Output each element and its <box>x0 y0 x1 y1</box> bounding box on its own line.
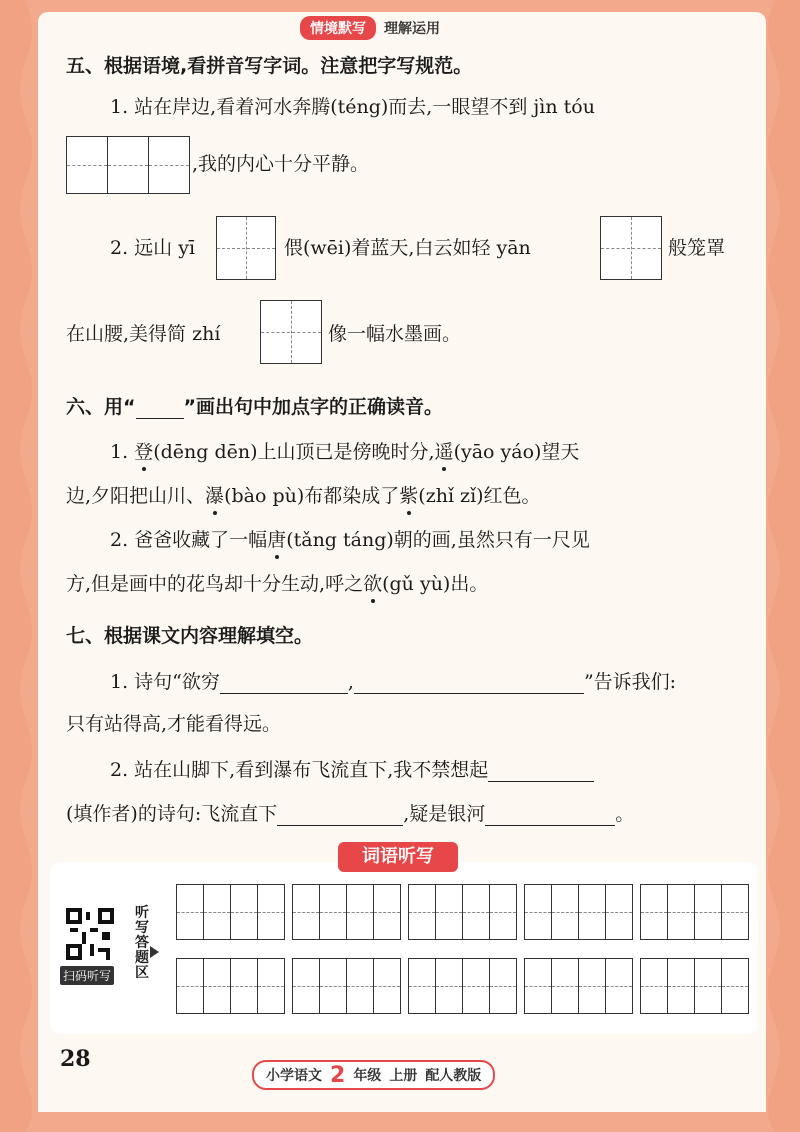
s5-q2-part-d: 在山腰,美得简 zhí <box>66 323 221 345</box>
s5-q2-box-yi[interactable] <box>216 216 276 280</box>
fill-blank[interactable] <box>488 761 594 782</box>
s7-q2-line1 <box>110 758 594 782</box>
section-5-title: 五、根据语境,看拼音写字词。注意把字写规范。 <box>66 55 473 77</box>
text: 1. <box>110 441 135 463</box>
dotted-char: 瀑 <box>205 485 225 507</box>
text: 边,夕阳把山川、 <box>66 485 206 507</box>
pinyin-choice[interactable]: (tǎng táng)朝的画,虽然只有一尺见 <box>286 529 590 551</box>
right-wave-border <box>762 0 800 1132</box>
s6-q2-line2 <box>66 572 488 596</box>
fill-blank[interactable] <box>485 805 615 826</box>
s5-q2-box-zhi[interactable] <box>260 300 322 364</box>
text: ,疑是银河 <box>403 803 486 825</box>
text: 1. 诗句“欲穷 <box>110 671 220 693</box>
grade-word: 年级 <box>353 1068 382 1084</box>
s5-q1-answer-boxes[interactable] <box>66 136 190 194</box>
s5-q1-line2: ,我的内心十分平静。 <box>192 153 370 175</box>
dotted-char: 紫 <box>399 485 419 507</box>
s6-q1-line1 <box>110 440 579 464</box>
term-label: 上册 <box>389 1068 418 1084</box>
dotted-char: 唐 <box>267 529 287 551</box>
left-wave-border <box>0 0 38 1132</box>
fill-blank[interactable] <box>220 673 348 694</box>
text: ”告诉我们: <box>583 671 677 693</box>
dotted-char: 遥 <box>434 441 454 463</box>
edition-label: 配人教版 <box>425 1068 482 1084</box>
answer-cell[interactable] <box>107 136 148 194</box>
s6-q2-line1 <box>110 528 590 552</box>
s5-q2-part-a: 2. 远山 yī <box>110 237 196 259</box>
s7-q1-line2: 只有站得高,才能看得远。 <box>66 713 282 735</box>
s6-q1-line2 <box>66 484 541 508</box>
s7-q1-line1 <box>110 670 676 694</box>
dictation-grid[interactable] <box>176 884 285 940</box>
page-number: 28 <box>60 1046 91 1072</box>
s6-title-underline <box>136 398 184 419</box>
s5-q2-box-yan[interactable] <box>600 216 662 280</box>
s5-q2-part-e: 像一幅水墨画。 <box>328 323 462 345</box>
text: , <box>347 671 354 693</box>
section-6-title <box>66 395 443 419</box>
text: 2. 爸爸收藏了一幅 <box>110 529 268 551</box>
dictation-grid[interactable] <box>640 884 749 940</box>
dictation-grid[interactable] <box>408 958 517 1014</box>
text: 。 <box>615 803 635 825</box>
dictation-grid[interactable] <box>640 958 749 1014</box>
pinyin-choice[interactable]: (dēng dēn)上山顶已是傍晚时分, <box>153 441 435 463</box>
pinyin-choice[interactable]: (bào pù)布都染成了 <box>224 485 400 507</box>
answer-cell[interactable] <box>148 136 190 194</box>
arrow-right-icon <box>150 946 159 958</box>
s5-q2-part-b: 偎(wēi)着蓝天,白云如轻 yān <box>284 237 531 259</box>
answer-cell[interactable] <box>66 136 107 194</box>
grade-number: 2 <box>330 1062 346 1088</box>
tab-comprehension: 理解运用 <box>384 21 440 37</box>
dictation-title: 词语听写 <box>338 842 458 872</box>
tab-context-dictation: 情境默写 <box>300 16 376 40</box>
pinyin-choice[interactable]: (yāo yáo)望天 <box>453 441 580 463</box>
dotted-char: 欲 <box>363 573 383 595</box>
dictation-grid[interactable] <box>524 884 633 940</box>
scan-label: 扫码听写 <box>60 966 114 985</box>
s7-q2-line2 <box>66 802 634 826</box>
pinyin-choice[interactable]: (gǔ yù)出。 <box>382 573 489 595</box>
dictation-grid[interactable] <box>292 958 401 1014</box>
s6-title-a: 六、用“ <box>66 396 136 418</box>
header-tabs <box>300 16 440 40</box>
dictation-grid[interactable] <box>292 884 401 940</box>
s5-q1-line1: 1. 站在岸边,看着河水奔腾(téng)而去,一眼望不到 jìn tóu <box>110 96 595 118</box>
text: 2. 站在山脚下,看到瀑布飞流直下,我不禁想起 <box>110 759 489 781</box>
fill-blank[interactable] <box>277 805 403 826</box>
dictation-grid[interactable] <box>408 884 517 940</box>
s6-title-b: ”画出句中加点字的正确读音。 <box>183 396 443 418</box>
qr-code-icon[interactable] <box>66 908 114 960</box>
dotted-char: 登 <box>134 441 154 463</box>
subject-label: 小学语文 <box>266 1068 322 1084</box>
dictation-grid[interactable] <box>524 958 633 1014</box>
pinyin-choice[interactable]: (zhǐ zǐ)红色。 <box>418 485 541 507</box>
s5-q2-part-c: 般笼罩 <box>668 237 726 259</box>
answer-area-label: 听写答题区 <box>135 905 149 981</box>
fill-blank[interactable] <box>354 673 584 694</box>
dictation-grid[interactable] <box>176 958 285 1014</box>
section-7-title: 七、根据课文内容理解填空。 <box>66 625 314 647</box>
footer-badge <box>252 1060 495 1090</box>
text: 方,但是画中的花鸟却十分生动,呼之 <box>66 573 364 595</box>
text: (填作者)的诗句:飞流直下 <box>66 803 278 825</box>
